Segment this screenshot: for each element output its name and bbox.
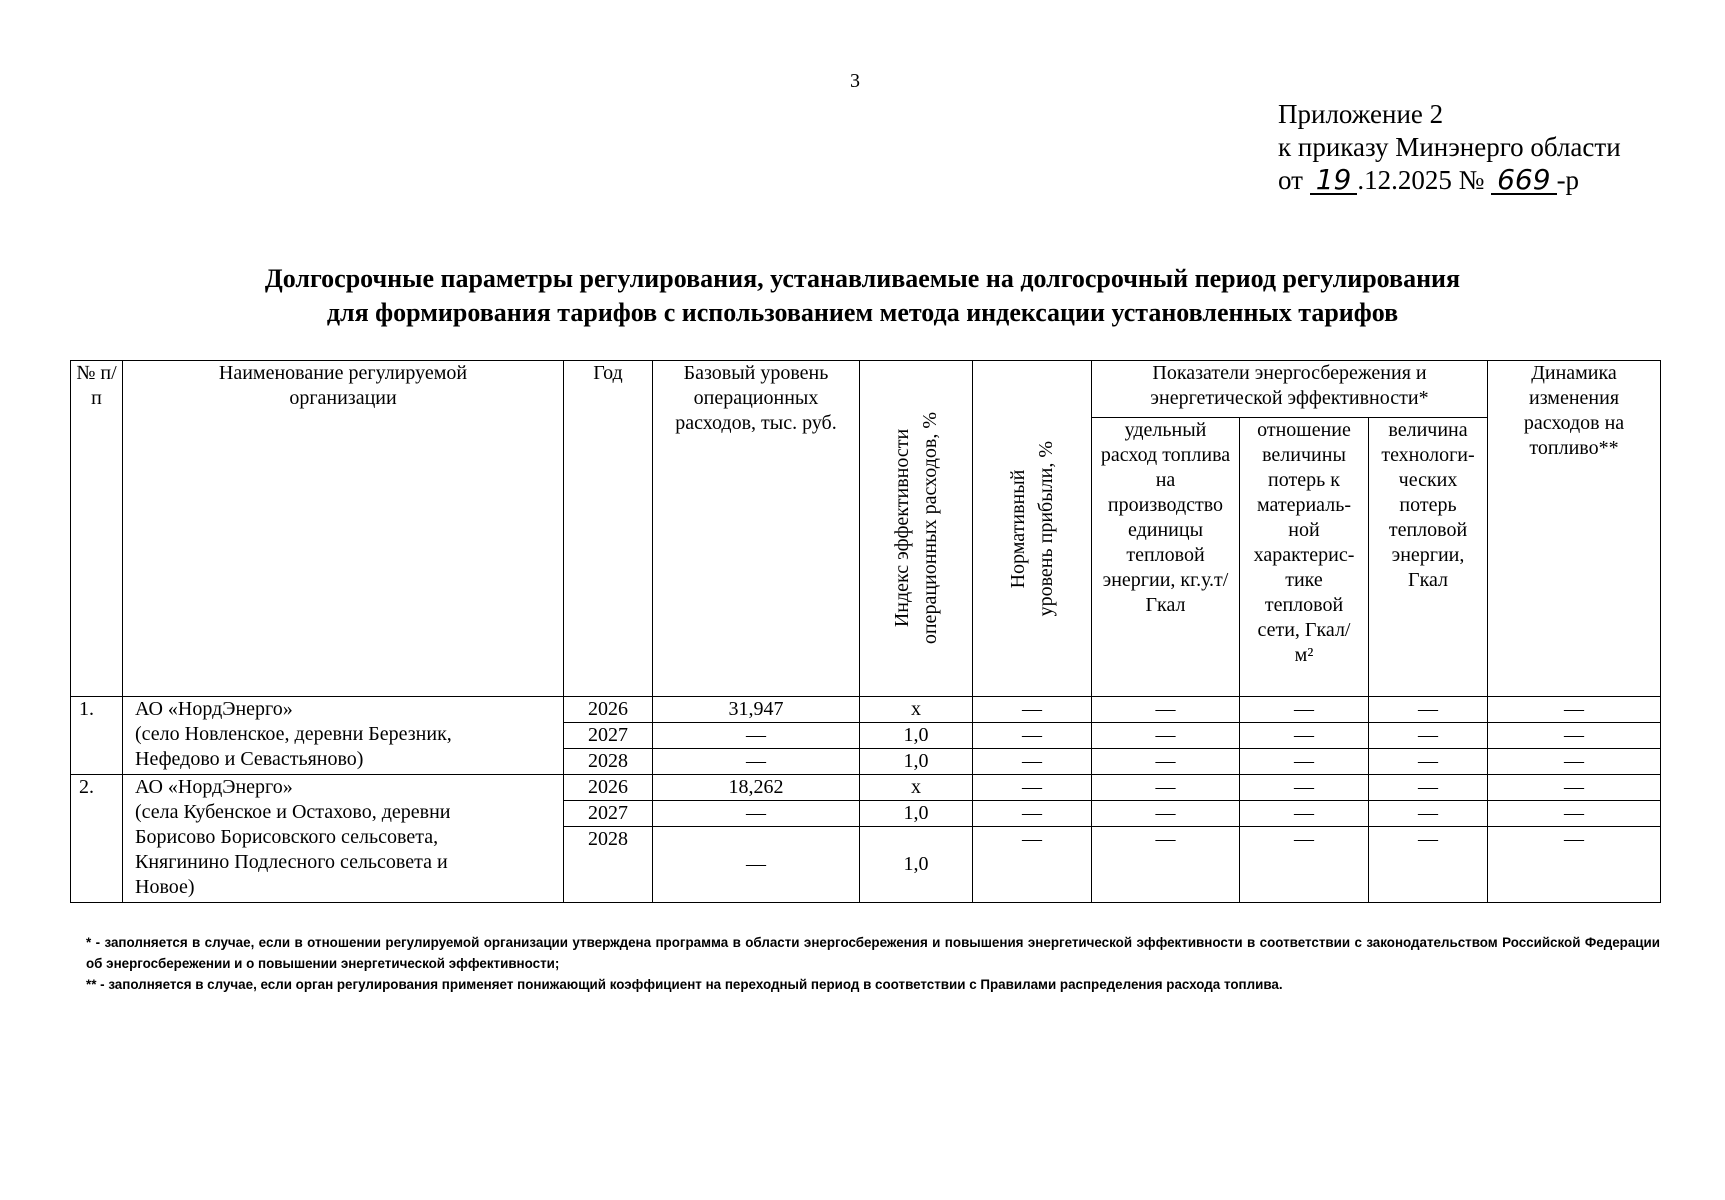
date-rest: .12.2025 № (1357, 165, 1485, 195)
cell-tech: — (1369, 775, 1488, 801)
cell-tech: — (1369, 697, 1488, 723)
cell-profit: — (973, 749, 1092, 775)
cell-dynamics: — (1488, 801, 1661, 827)
org-name-line: АО «НордЭнерго» (135, 776, 293, 798)
header-base-level: Базовый уровень операционных расходов, тыс. руб. (653, 361, 860, 697)
header-profit-line2: уровень прибыли, % (1035, 440, 1057, 617)
cell-base: — (653, 723, 860, 749)
cell-index: 1,0 (860, 827, 973, 903)
org-number: 1. (71, 697, 123, 775)
cell-loss: — (1240, 801, 1369, 827)
cell-index: 1,0 (860, 723, 973, 749)
cell-index: 1,0 (860, 749, 973, 775)
cell-tech: — (1369, 749, 1488, 775)
cell-base: 31,947 (653, 697, 860, 723)
org-name-line: Борисово Борисовского сельсовета, (135, 826, 439, 848)
cell-base: — (653, 801, 860, 827)
cell-loss: — (1240, 697, 1369, 723)
header-index-line1: Индекс эффективности (891, 429, 913, 628)
title-line-1: Долгосрочные параметры регулирования, устанавливаемые на долгосрочный период регулирования (264, 264, 1461, 293)
appendix-date-line (1278, 164, 1621, 197)
cell-year: 2027 (564, 801, 653, 827)
cell-dynamics: — (1488, 827, 1661, 903)
cell-base: — (653, 827, 860, 903)
cell-index: х (860, 775, 973, 801)
cell-base: — (653, 749, 860, 775)
cell-fuel: — (1092, 723, 1240, 749)
cell-profit: — (973, 801, 1092, 827)
org-number: 2. (71, 775, 123, 903)
org-name-line: (село Новленское, деревни Березник, (135, 723, 452, 745)
header-fuel-dynamics: Динамика изменения расходов на топливо** (1488, 361, 1661, 697)
header-profit-level (973, 361, 1092, 697)
document-title (60, 262, 1665, 330)
cell-dynamics: — (1488, 697, 1661, 723)
org-name-line: Новое) (135, 876, 195, 898)
handwritten-order-number: 669 (1491, 167, 1556, 195)
cell-dynamics: — (1488, 775, 1661, 801)
cell-fuel: — (1092, 749, 1240, 775)
handwritten-day: 19 (1310, 167, 1358, 195)
org-name (123, 697, 564, 775)
org-name-line: Княгинино Подлесного сельсовета и (135, 851, 448, 873)
cell-year: 2026 (564, 775, 653, 801)
header-efficiency-index (860, 361, 973, 697)
header-row-1 (71, 361, 1661, 418)
date-prefix: от (1278, 165, 1303, 195)
org-name-line: Нефедово и Севастьяново) (135, 748, 364, 770)
cell-tech: — (1369, 827, 1488, 903)
header-index-line2: операционных расходов, % (919, 412, 941, 645)
header-org-name: Наименование регулируемой организации (123, 361, 564, 697)
order-suffix: -р (1556, 165, 1580, 195)
cell-year: 2027 (564, 723, 653, 749)
cell-profit: — (973, 775, 1092, 801)
header-year: Год (564, 361, 653, 697)
cell-dynamics: — (1488, 723, 1661, 749)
cell-fuel: — (1092, 775, 1240, 801)
org-name-line: (села Кубенское и Остахово, деревни (135, 801, 451, 823)
title-line-2: для формирования тарифов с использованием метода индексации установленных тарифов (326, 298, 1399, 327)
cell-profit: — (973, 723, 1092, 749)
org-name (123, 775, 564, 903)
cell-fuel: — (1092, 801, 1240, 827)
cell-profit: — (973, 827, 1092, 903)
header-energy-group: Показатели энергосбережения и энергетической эффективности* (1092, 361, 1488, 418)
org-name-line: АО «НордЭнерго» (135, 698, 293, 720)
header-tech-loss: величина технологи-ческих потерь тепловой энергии, Гкал (1369, 417, 1488, 696)
footnote-2: ** - заполняется в случае, если орган регулирования применяет понижающий коэффициент на переходный период в соответствии с Правилами распределения расхода топлива. (86, 977, 1283, 992)
cell-fuel: — (1092, 697, 1240, 723)
cell-loss: — (1240, 749, 1369, 775)
parameters-table (70, 360, 1661, 903)
cell-loss: — (1240, 723, 1369, 749)
appendix-order-ref: к приказу Минэнерго области (1278, 132, 1621, 162)
cell-year: 2028 (564, 827, 653, 903)
cell-base: 18,262 (653, 775, 860, 801)
cell-dynamics: — (1488, 749, 1661, 775)
cell-index: 1,0 (860, 801, 973, 827)
cell-year: 2028 (564, 749, 653, 775)
page-number: 3 (850, 70, 860, 92)
cell-loss: — (1240, 827, 1369, 903)
cell-tech: — (1369, 723, 1488, 749)
cell-index: х (860, 697, 973, 723)
cell-tech: — (1369, 801, 1488, 827)
table-row (71, 775, 1661, 801)
footnote-1: * - заполняется в случае, если в отношении регулируемой организации утверждена программа в области энергосбережения и повышения энергетической эффективности в соответствии с законодательством Российской Федерации об энергосбережении и о повышении энергетической эффективности; (86, 935, 1660, 971)
footnotes (70, 932, 1660, 995)
header-loss-ratio: отношение величины потерь к материаль-ной характерис-тике тепловой сети, Гкал/м² (1240, 417, 1369, 696)
header-fuel-rate: удельный расход топлива на производство единицы тепловой энергии, кг.у.т/Гкал (1092, 417, 1240, 696)
cell-fuel: — (1092, 827, 1240, 903)
cell-year: 2026 (564, 697, 653, 723)
appendix-title: Приложение 2 (1278, 99, 1444, 129)
table-row (71, 697, 1661, 723)
header-profit-line1: Нормативный (1007, 469, 1029, 588)
appendix-block (1278, 98, 1621, 197)
header-num: № п/п (71, 361, 123, 697)
cell-loss: — (1240, 775, 1369, 801)
cell-profit: — (973, 697, 1092, 723)
